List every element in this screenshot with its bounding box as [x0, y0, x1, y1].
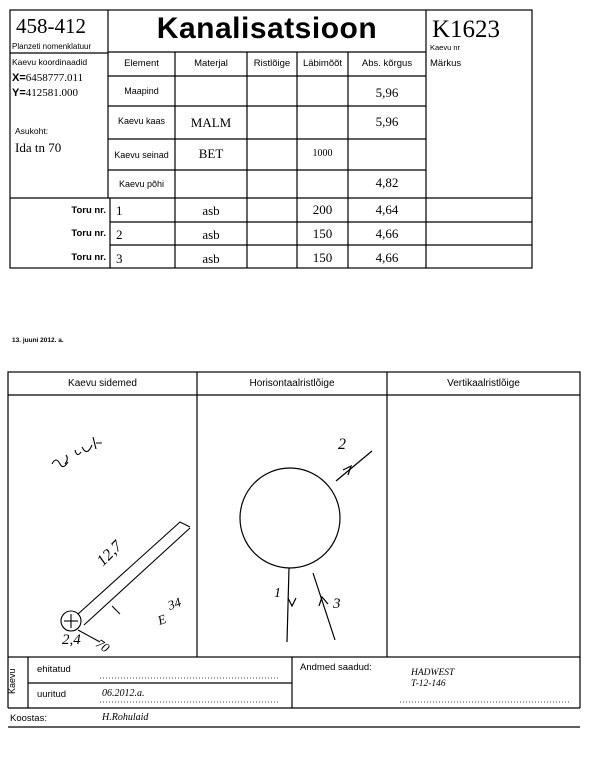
location-label: Asukoht: [15, 126, 49, 136]
coord-x-value: 6458777.011 [25, 72, 84, 84]
data-from-value-1: HADWEST [411, 668, 455, 678]
row-height: 5,96 [375, 114, 399, 129]
pipe-2-label: 2 [338, 436, 346, 453]
well-circle [240, 468, 340, 568]
sheet-number: 458-412 [16, 14, 86, 38]
hand-distance-70: 70 [93, 635, 113, 656]
document-date: 13. juuni 2012. a. [12, 337, 64, 344]
data-from-value-2: T-12-146 [411, 679, 446, 689]
col-well-ties: Kaevu sidemed [68, 378, 137, 389]
pipe-height: 4,66 [375, 226, 399, 241]
coord-y-value: 412581.000 [25, 87, 79, 99]
pipe-1-label: 1 [274, 586, 281, 601]
pipe-height: 4,64 [375, 202, 399, 217]
pipe-label: Toru nr. [71, 228, 106, 239]
col-section: Ristlõige [253, 58, 291, 69]
hand-distance-short: 2,4 [62, 632, 81, 648]
coord-x [12, 72, 83, 84]
pipe-2-line [336, 451, 372, 481]
coord-x-prefix: X= [12, 72, 26, 84]
col-diameter: Läbimõõt [302, 58, 343, 69]
location-value: Ida tn 70 [15, 140, 62, 155]
pipe-1-line [287, 568, 289, 642]
horizontal-section-sketch [240, 451, 372, 642]
row-diameter: 1000 [312, 148, 333, 159]
coord-y-prefix: Y= [12, 87, 26, 99]
surveyed-label: uuritud [37, 689, 67, 700]
surveyed-value: 06.2012.a. [102, 688, 145, 699]
col-horizontal-section: Horisontaalristlõige [249, 378, 335, 389]
pipe-diameter: 150 [312, 226, 333, 241]
data-from-label: Andmed saadud: [300, 662, 372, 673]
col-vertical-section: Vertikaalristlõige [447, 378, 520, 389]
row-element: Kaevu põhi [118, 179, 165, 189]
well-id: K1623 [432, 16, 501, 43]
composed-label: Koostas: [10, 713, 47, 724]
sheet-number-label: Planzeti nomenklatuur [12, 42, 92, 51]
composed-value: H.Rohulaid [102, 712, 149, 723]
pipe-material: asb [202, 227, 220, 242]
row-material: MALM [190, 115, 232, 130]
col-height: Abs. kõrgus [361, 58, 413, 69]
pipe-3-label: 3 [333, 596, 341, 612]
col-remarks: Märkus [430, 58, 462, 69]
row-height: 5,96 [375, 85, 399, 100]
pipe-3-line [313, 573, 335, 640]
pipe-material: asb [202, 203, 220, 218]
well-id-label: Kaevu nr [430, 43, 461, 52]
col-material: Materjal [194, 58, 228, 69]
kaevu-vertical-label: Kaevu [7, 668, 17, 694]
pipe-nr: 1 [116, 203, 123, 218]
tie-line-short [78, 630, 100, 642]
coords-label: Kaevu koordinaadid [12, 57, 88, 67]
row-element: Maapind [124, 86, 159, 96]
pipe-height: 4,66 [375, 250, 399, 265]
pipe-1-arrow [288, 598, 296, 606]
hand-34: 34 [165, 594, 184, 613]
pipe-nr: 3 [116, 251, 123, 266]
built-label: ehitatud [37, 664, 71, 675]
hand-e: E [155, 611, 169, 628]
pipe-label: Toru nr. [71, 252, 106, 263]
row-element: Kaevu seinad [114, 150, 169, 160]
pipe-label: Toru nr. [71, 205, 106, 216]
row-height: 4,82 [375, 175, 399, 190]
pipe-diameter: 150 [312, 250, 333, 265]
row-material: BET [198, 146, 224, 161]
pipe-material: asb [202, 251, 220, 266]
hand-distance-long: 12,7 [93, 537, 126, 570]
pipe-nr: 2 [116, 227, 123, 242]
col-element: Element [124, 58, 159, 69]
pipe-diameter: 200 [312, 202, 333, 217]
page-title: Kanalisatsioon [156, 12, 378, 45]
row-element: Kaevu kaas [117, 116, 166, 126]
coord-y [12, 87, 78, 99]
